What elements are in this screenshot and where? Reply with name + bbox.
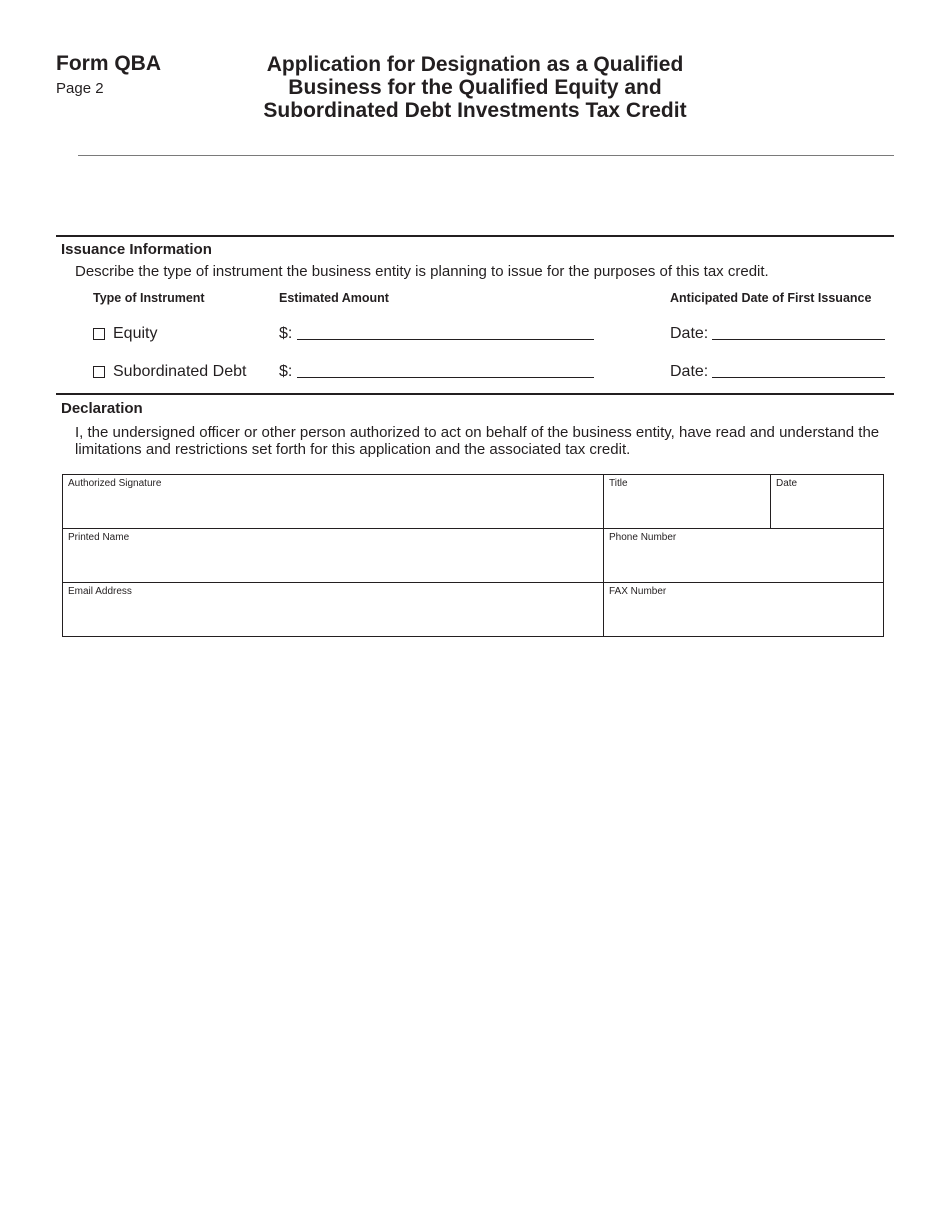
authorized-signature-field[interactable] — [63, 475, 604, 529]
column-header-amount: Estimated Amount — [279, 291, 389, 305]
printed-name-label: Printed Name — [68, 532, 130, 543]
section-divider-middle — [56, 393, 894, 395]
subordinated-debt-checkbox[interactable] — [93, 366, 105, 378]
subordinated-debt-label: Subordinated Debt — [113, 363, 247, 380]
page-number: Page 2 — [56, 80, 104, 97]
title-label: Title — [609, 478, 628, 489]
equity-date-label: Date: — [670, 325, 709, 342]
title-field[interactable] — [604, 475, 771, 529]
date-label: Date — [776, 478, 798, 489]
subordinated-debt-amount-field[interactable] — [297, 377, 594, 378]
header-divider — [78, 155, 894, 156]
subordinated-debt-amount-label: $: — [279, 363, 293, 380]
fax-number-label: FAX Number — [609, 586, 667, 597]
section-divider-top — [56, 235, 894, 237]
printed-name-field[interactable] — [63, 529, 604, 583]
email-address-label: Email Address — [68, 586, 132, 597]
title-line-3: Subordinated Debt Investments Tax Credit — [263, 99, 687, 122]
page-title — [230, 53, 720, 122]
email-address-field[interactable] — [63, 583, 604, 637]
declaration-heading: Declaration — [61, 400, 143, 417]
issuance-description: Describe the type of instrument the business entity is planning to issue for the purposes of this tax credit. — [75, 263, 769, 280]
phone-number-label: Phone Number — [609, 532, 677, 543]
title-line-2: Business for the Qualified Equity and — [288, 76, 662, 99]
column-header-date: Anticipated Date of First Issuance — [670, 291, 872, 305]
equity-amount-label: $: — [279, 325, 293, 342]
form-id: Form QBA — [56, 52, 161, 75]
column-header-type: Type of Instrument — [93, 291, 205, 305]
equity-checkbox[interactable] — [93, 328, 105, 340]
equity-date-field[interactable] — [712, 339, 885, 340]
equity-amount-field[interactable] — [297, 339, 594, 340]
phone-number-field[interactable] — [604, 529, 884, 583]
declaration-text: I, the undersigned officer or other person authorized to act on behalf of the business entity, have read and understand the limitations and restrictions set forth for this application and the associated tax credit. — [75, 424, 880, 458]
issuance-heading: Issuance Information — [61, 241, 212, 258]
title-line-1: Application for Designation as a Qualified — [266, 53, 684, 76]
date-field[interactable] — [771, 475, 884, 529]
authorized-signature-label: Authorized Signature — [68, 478, 162, 489]
fax-number-field[interactable] — [604, 583, 884, 637]
instrument-row-equity — [93, 325, 157, 343]
equity-label: Equity — [113, 325, 158, 342]
subordinated-debt-date-field[interactable] — [712, 377, 885, 378]
subordinated-debt-date-label: Date: — [670, 363, 709, 380]
signature-table — [62, 474, 884, 637]
instrument-row-subordinated-debt — [93, 363, 246, 381]
